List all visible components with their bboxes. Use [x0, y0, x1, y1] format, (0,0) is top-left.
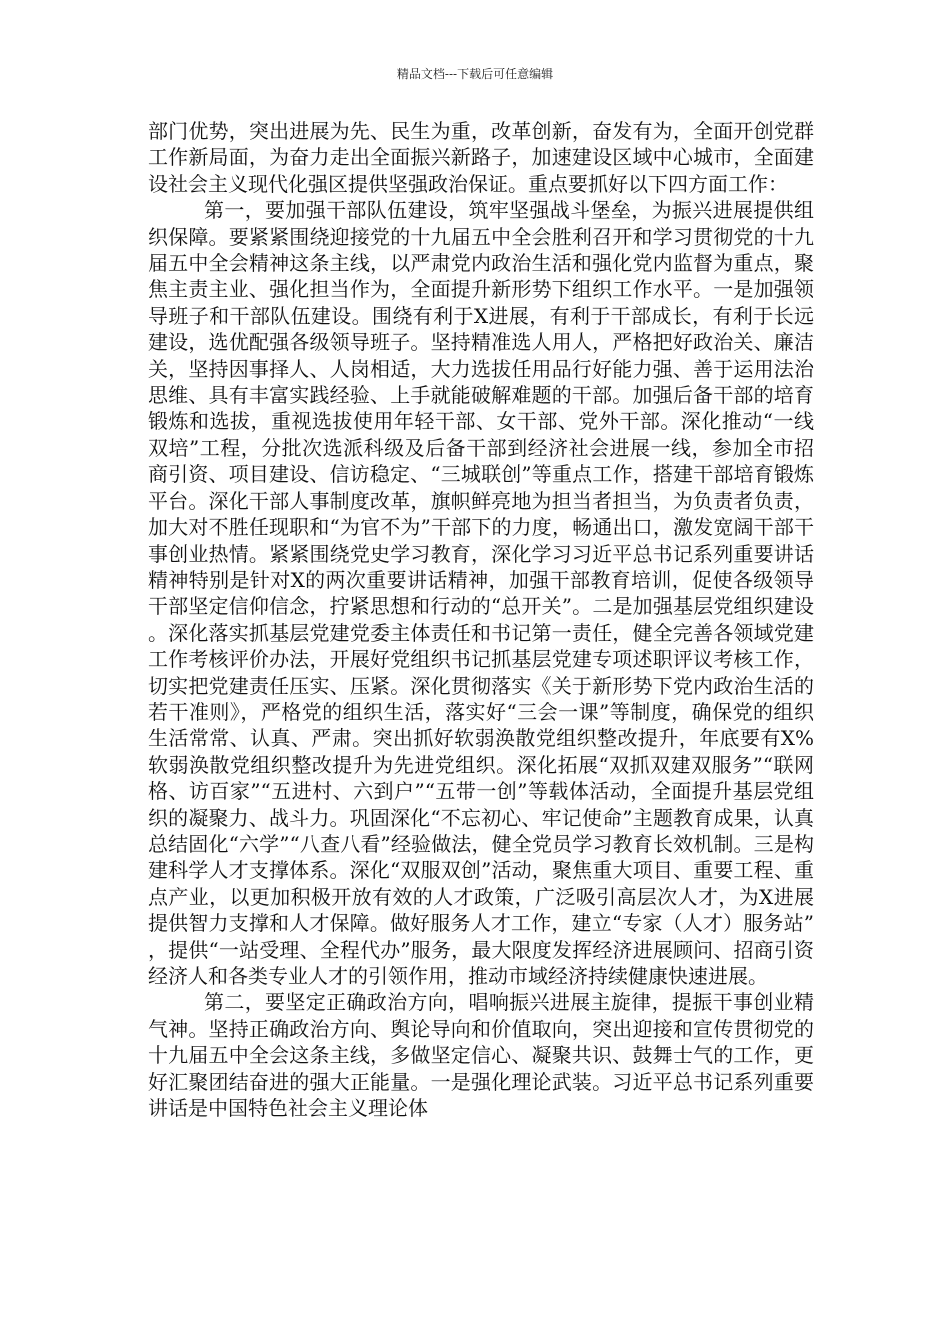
- paragraph-first-point: 第一，要加强干部队伍建设，筑牢坚强战斗堡垒，为振兴进展提供组织保障。要紧紧围绕迎接党的十九届五中全会胜利召开和学习贯彻党的十九届五中全会精神这条主线，以严肃党内政治生活和强化党内监督为重点，聚焦主责主业、强化担当作为，全面提升新形势下组织工作水平。一是加强领导班子和干部队伍建设。围绕有利于X进展，有利于干部成长，有利于长远建设，选优配强各级领导班子。坚持精准选人用人，严格把好政治关、廉洁关，坚持因事择人、人岗相适，大力选拔任用品行好能力强、善于运用法治思维、具有丰富实践经验、上手就能破解难题的干部。加强后备干部的培育锻炼和选拔，重视选拔使用年轻干部、女干部、党外干部。深化推动“一线双培”工程，分批次选派科级及后备干部到经济社会进展一线，参加全市招商引资、项目建设、信访稳定、“三城联创”等重点工作，搭建干部培育锻炼平台。深化干部人事制度改革，旗帜鲜亮地为担当者担当，为负责者负责，加大对不胜任现职和“为官不为”干部下的力度，畅通出口，激发宽阔干部干事创业热情。紧紧围绕党史学习教育，深化学习习近平总书记系列重要讲话精神特别是针对X的两次重要讲话精神，加强干部教育培训，促使各级领导干部坚定信仰信念，拧紧思想和行动的“总开关”。二是加强基层党组织建设。深化落实抓基层党建党委主体责任和书记第一责任，健全完善各领域党建工作考核评价办法，开展好党组织书记抓基层党建专项述职评议考核工作，切实把党建责任压实、压紧。深化贯彻落实《关于新形势下党内政治生活的若干准则》，严格党的组织生活，落实好“三会一课”等制度，确保党的组织生活常常、认真、严肃。突出抓好软弱涣散党组织整改提升，年底要有X%软弱涣散党组织整改提升为先进党组织。深化拓展“双抓双建双服务”“联网格、访百家”“五进村、六到户”“五带一创”等载体活动，全面提升基层党组织的凝聚力、战斗力。巩固深化“不忘初心、牢记使命”主题教育成果，认真总结固化“六学”“八查八看”经验做法，健全党员学习教育长效机制。三是构建科学人才支撑体系。深化“双服双创”活动，聚焦重大项目、重要工程、重点产业，以更加积极开放有效的人才政策，广泛吸引高层次人才，为X进展提供智力支撑和人才保障。做好服务人才工作，建立“专家（人才）服务站”，提供“一站受理、全程代办”服务，最大限度发挥经济进展顾问、招商引资经济人和各类专业人才的引领作用，推动市域经济持续健康快速进展。: [148, 198, 814, 988]
- paragraph-continuation: 部门优势，突出进展为先、民生为重，改革创新，奋发有为，全面开创党群工作新局面，为奋力走出全面振兴新路子，加速建设区域中心城市，全面建设社会主义现代化强区提供坚强政治保证。重点要抓好以下四方面工作：: [148, 119, 814, 196]
- paragraph-second-point: 第二，要坚定正确政治方向，唱响振兴进展主旋律，提振干事创业精气神。坚持正确政治方向、舆论导向和价值取向，突出迎接和宣传贯彻党的十九届五中全会这条主线，多做坚定信心、凝聚共识、鼓舞士气的工作，更好汇聚团结奋进的强大正能量。一是强化理论武装。习近平总书记系列重要讲话是中国特色社会主义理论体: [148, 990, 814, 1121]
- page-header: 精品文档---下载后可任意编辑: [396, 67, 554, 81]
- document-body: [148, 118, 814, 1121]
